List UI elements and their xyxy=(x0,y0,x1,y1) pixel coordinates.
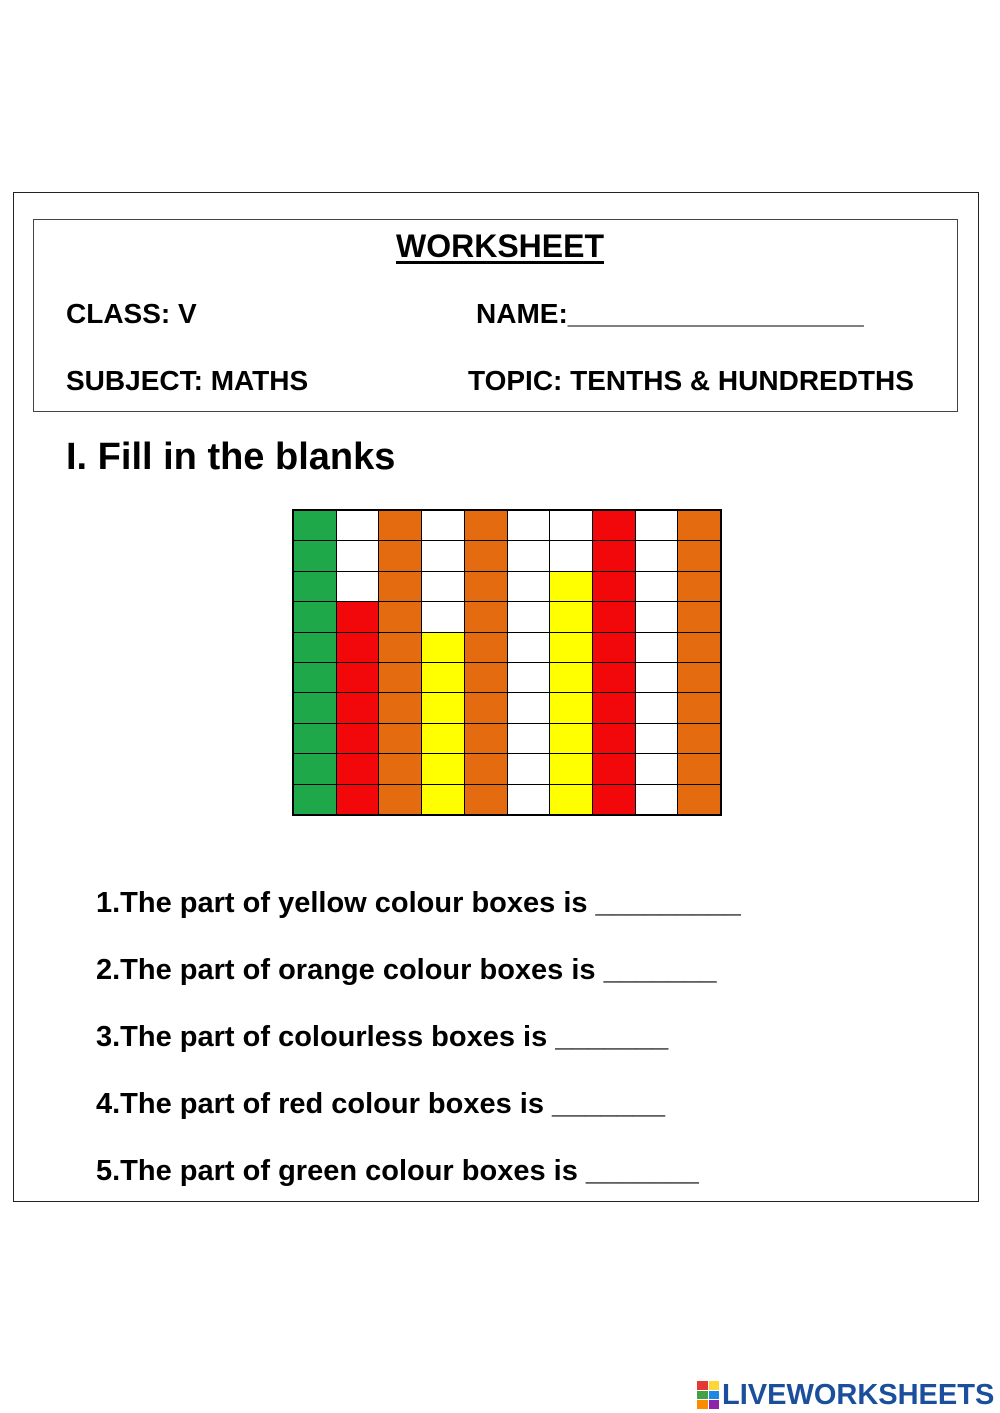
grid-cell xyxy=(422,663,464,692)
grid-cell xyxy=(337,633,379,662)
logo-square xyxy=(697,1400,708,1409)
grid-cell xyxy=(422,724,464,753)
grid-cell xyxy=(636,633,678,662)
hundred-grid xyxy=(292,509,722,816)
grid-cell xyxy=(337,754,379,783)
topic-label: TOPIC: TENTHS & HUNDREDTHS xyxy=(468,365,914,396)
grid-cell xyxy=(636,785,678,814)
logo-square xyxy=(709,1391,720,1400)
grid-cell xyxy=(678,572,720,601)
grid-cell xyxy=(636,602,678,631)
grid-cell xyxy=(465,663,507,692)
grid-cell xyxy=(465,511,507,540)
logo-text: LIVEWORKSHEETS xyxy=(722,1378,995,1411)
grid-cell xyxy=(294,633,336,662)
grid-cell xyxy=(550,572,592,601)
grid-cell xyxy=(678,754,720,783)
grid-cell xyxy=(593,724,635,753)
grid-cell xyxy=(422,602,464,631)
grid-cell xyxy=(550,724,592,753)
grid-cell xyxy=(550,663,592,692)
grid-cell xyxy=(636,541,678,570)
grid-cell xyxy=(593,754,635,783)
grid-cell xyxy=(593,602,635,631)
grid-cell xyxy=(465,693,507,722)
grid-cell xyxy=(294,693,336,722)
logo-square xyxy=(697,1391,708,1400)
grid-cell xyxy=(678,663,720,692)
grid-cell xyxy=(593,572,635,601)
grid-cell xyxy=(294,663,336,692)
grid-cell xyxy=(422,633,464,662)
grid-cell xyxy=(379,511,421,540)
grid-cell xyxy=(593,541,635,570)
grid-cell xyxy=(678,633,720,662)
logo-square xyxy=(709,1381,720,1390)
grid-cell xyxy=(636,724,678,753)
subject-label: SUBJECT: MATHS xyxy=(66,365,309,396)
grid-cell xyxy=(678,693,720,722)
grid-cell xyxy=(550,511,592,540)
grid-cell xyxy=(422,693,464,722)
grid-cell xyxy=(337,663,379,692)
grid-cell xyxy=(593,633,635,662)
grid-cell xyxy=(508,693,550,722)
grid-cell xyxy=(636,572,678,601)
grid-cell xyxy=(636,693,678,722)
grid-cell xyxy=(636,511,678,540)
grid-cell xyxy=(294,724,336,753)
grid-cell xyxy=(379,602,421,631)
grid-cell xyxy=(465,785,507,814)
grid-cell xyxy=(422,572,464,601)
section-heading: I. Fill in the blanks xyxy=(66,436,396,478)
grid-cell xyxy=(550,541,592,570)
grid-cell xyxy=(636,663,678,692)
grid-cell xyxy=(294,754,336,783)
grid-cell xyxy=(422,541,464,570)
grid-cell xyxy=(593,693,635,722)
grid-cell xyxy=(337,602,379,631)
grid-cell xyxy=(550,633,592,662)
grid-cell xyxy=(337,693,379,722)
grid-cell xyxy=(294,785,336,814)
grid-cell xyxy=(550,602,592,631)
grid-cell xyxy=(678,602,720,631)
grid-cell xyxy=(294,541,336,570)
grid-cell xyxy=(422,785,464,814)
grid-cell xyxy=(337,511,379,540)
grid-cell xyxy=(379,572,421,601)
grid-cell xyxy=(337,785,379,814)
grid-cell xyxy=(508,633,550,662)
liveworksheets-logo-icon xyxy=(697,1381,719,1409)
grid-cell xyxy=(593,785,635,814)
question-4[interactable]: 4.The part of red colour boxes is _______ xyxy=(96,1088,665,1120)
grid-cell xyxy=(422,754,464,783)
grid-cell xyxy=(379,724,421,753)
grid-cell xyxy=(508,754,550,783)
grid-cell xyxy=(379,541,421,570)
grid-cell xyxy=(465,724,507,753)
question-3[interactable]: 3.The part of colourless boxes is _______ xyxy=(96,1021,669,1053)
grid-cell xyxy=(465,602,507,631)
grid-cell xyxy=(593,663,635,692)
name-field[interactable]: NAME:___________________ xyxy=(476,298,864,329)
grid-cell xyxy=(508,572,550,601)
question-2[interactable]: 2.The part of orange colour boxes is _______ xyxy=(96,954,717,986)
grid-cell xyxy=(678,785,720,814)
grid-cell xyxy=(508,663,550,692)
logo-square xyxy=(697,1381,708,1390)
grid-cell xyxy=(379,633,421,662)
grid-cell xyxy=(465,633,507,662)
grid-cell xyxy=(337,541,379,570)
grid-cell xyxy=(465,754,507,783)
grid-cell xyxy=(508,785,550,814)
grid-cell xyxy=(550,785,592,814)
class-label: CLASS: V xyxy=(66,298,197,329)
question-1[interactable]: 1.The part of yellow colour boxes is _________ xyxy=(96,887,741,919)
grid-cell xyxy=(379,754,421,783)
question-5[interactable]: 5.The part of green colour boxes is _______ xyxy=(96,1155,699,1187)
grid-cell xyxy=(593,511,635,540)
grid-cell xyxy=(636,754,678,783)
liveworksheets-logo xyxy=(697,1378,994,1412)
grid-cell xyxy=(379,785,421,814)
grid-cell xyxy=(337,724,379,753)
grid-cell xyxy=(465,572,507,601)
grid-cell xyxy=(678,724,720,753)
grid-cell xyxy=(508,602,550,631)
grid-cell xyxy=(508,511,550,540)
worksheet-title: WORKSHEET xyxy=(396,228,604,264)
grid-cell xyxy=(465,541,507,570)
grid-cell xyxy=(678,511,720,540)
grid-cell xyxy=(294,511,336,540)
grid-cell xyxy=(550,754,592,783)
grid-cell xyxy=(294,602,336,631)
grid-cell xyxy=(550,693,592,722)
logo-square xyxy=(709,1400,720,1409)
grid-cell xyxy=(379,663,421,692)
grid-cell xyxy=(422,511,464,540)
grid-cell xyxy=(508,724,550,753)
grid-cell xyxy=(508,541,550,570)
grid-cell xyxy=(379,693,421,722)
grid-cell xyxy=(294,572,336,601)
grid-cell xyxy=(337,572,379,601)
grid-cell xyxy=(678,541,720,570)
